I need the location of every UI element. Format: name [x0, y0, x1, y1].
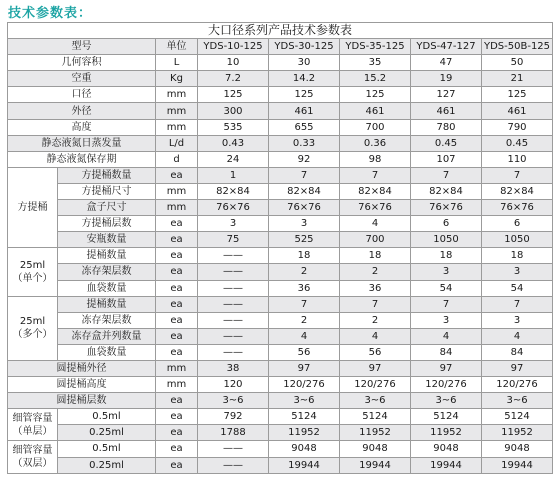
model-col-2: YDS-30-125 — [269, 39, 340, 55]
table-row — [8, 280, 553, 296]
row-value: 7.2 — [198, 71, 269, 87]
row-unit: ea — [156, 167, 198, 183]
row-value: 127 — [411, 87, 482, 103]
row-value: 120/276 — [482, 377, 553, 393]
row-value: 97 — [482, 360, 553, 376]
row-value: 38 — [198, 360, 269, 376]
row-value: 792 — [198, 409, 269, 425]
row-label: 冻存盒并列数量 — [58, 328, 156, 344]
group-label — [8, 296, 58, 360]
row-value: 97 — [411, 360, 482, 376]
row-value: 56 — [340, 344, 411, 360]
row-value: 780 — [411, 119, 482, 135]
row-value: —— — [198, 296, 269, 312]
row-value: 82×84 — [482, 183, 553, 199]
row-value: 0.43 — [198, 135, 269, 151]
row-value: 36 — [340, 280, 411, 296]
row-unit: ea — [156, 425, 198, 441]
row-unit: mm — [156, 360, 198, 376]
row-label: 静态液氮日蒸发量 — [8, 135, 156, 151]
row-value: 15.2 — [340, 71, 411, 87]
group-label — [8, 248, 58, 296]
table-row — [8, 248, 553, 264]
row-unit: d — [156, 151, 198, 167]
row-value: 18 — [411, 248, 482, 264]
row-label: 方提桶层数 — [58, 216, 156, 232]
group-label-line: （双层） — [12, 458, 53, 470]
row-unit: mm — [156, 103, 198, 119]
row-value: 19944 — [340, 457, 411, 473]
row-value: 76×76 — [482, 200, 553, 216]
row-value: 47 — [411, 55, 482, 71]
row-value: —— — [198, 248, 269, 264]
row-unit: mm — [156, 87, 198, 103]
row-value: 4 — [269, 328, 340, 344]
row-value: 125 — [198, 87, 269, 103]
row-value: 19944 — [482, 457, 553, 473]
table-row — [8, 71, 553, 87]
row-value: 5124 — [269, 409, 340, 425]
row-unit: ea — [156, 264, 198, 280]
group-label-line: 25ml — [19, 259, 46, 271]
group-label — [8, 441, 58, 473]
row-value: 84 — [411, 344, 482, 360]
row-value: 120/276 — [340, 377, 411, 393]
row-value: 18 — [482, 248, 553, 264]
row-value: 1 — [198, 167, 269, 183]
row-label: 静态液氮保存期 — [8, 151, 156, 167]
row-value: 535 — [198, 119, 269, 135]
row-value: 36 — [269, 280, 340, 296]
row-value: 700 — [340, 232, 411, 248]
row-value: 461 — [269, 103, 340, 119]
section-heading: 技术参数表： — [8, 6, 93, 21]
row-label: 圆提桶外径 — [8, 360, 156, 376]
table-row — [8, 296, 553, 312]
row-value: —— — [198, 344, 269, 360]
group-label — [8, 167, 58, 247]
group-label-line: 细管容量 — [12, 445, 53, 457]
row-label: 方提桶数量 — [58, 167, 156, 183]
table-row — [8, 328, 553, 344]
row-label: 血袋数量 — [58, 344, 156, 360]
unit-header: 单位 — [156, 39, 198, 55]
row-value: 82×84 — [269, 183, 340, 199]
row-value: 0.45 — [482, 135, 553, 151]
row-value: 56 — [269, 344, 340, 360]
row-value: 3~6 — [482, 393, 553, 409]
row-value: 82×84 — [411, 183, 482, 199]
row-label: 外径 — [8, 103, 156, 119]
row-label: 安瓶数量 — [58, 232, 156, 248]
row-value: 9048 — [340, 441, 411, 457]
row-value: 75 — [198, 232, 269, 248]
row-value: 82×84 — [340, 183, 411, 199]
row-value: 9048 — [411, 441, 482, 457]
row-value: 97 — [340, 360, 411, 376]
row-value: 4 — [411, 328, 482, 344]
row-value: 54 — [482, 280, 553, 296]
row-value: 107 — [411, 151, 482, 167]
row-value: 76×76 — [269, 200, 340, 216]
row-value: 3~6 — [198, 393, 269, 409]
row-value: 461 — [482, 103, 553, 119]
group-label-line: 细管容量 — [12, 412, 53, 424]
row-value: 98 — [340, 151, 411, 167]
row-value: 3~6 — [411, 393, 482, 409]
row-value: 655 — [269, 119, 340, 135]
row-label: 高度 — [8, 119, 156, 135]
row-value: 6 — [482, 216, 553, 232]
row-value: 1788 — [198, 425, 269, 441]
row-unit: ea — [156, 393, 198, 409]
row-value: 92 — [269, 151, 340, 167]
row-value: 461 — [411, 103, 482, 119]
table-row — [8, 425, 553, 441]
row-label: 血袋数量 — [58, 280, 156, 296]
row-label: 提桶数量 — [58, 296, 156, 312]
row-value: 0.45 — [411, 135, 482, 151]
row-value: 4 — [482, 328, 553, 344]
row-value: 50 — [482, 55, 553, 71]
row-value: 3~6 — [340, 393, 411, 409]
row-value: —— — [198, 264, 269, 280]
row-value: 21 — [482, 71, 553, 87]
model-col-3: YDS-35-125 — [340, 39, 411, 55]
table-row — [8, 264, 553, 280]
group-label-line: 方提桶 — [17, 202, 48, 214]
row-value: 125 — [340, 87, 411, 103]
row-unit: L/d — [156, 135, 198, 151]
row-value: 2 — [340, 264, 411, 280]
row-value: 7 — [482, 167, 553, 183]
row-label: 0.5ml — [58, 409, 156, 425]
row-value: 11952 — [411, 425, 482, 441]
row-value: 2 — [269, 264, 340, 280]
group-label-line: （多个） — [12, 329, 53, 341]
row-unit: mm — [156, 183, 198, 199]
row-label: 提桶数量 — [58, 248, 156, 264]
row-value: 24 — [198, 151, 269, 167]
row-value: 3 — [482, 264, 553, 280]
row-unit: mm — [156, 119, 198, 135]
row-unit: mm — [156, 377, 198, 393]
row-value: 7 — [482, 296, 553, 312]
row-value: 300 — [198, 103, 269, 119]
row-label: 0.25ml — [58, 425, 156, 441]
row-unit: ea — [156, 328, 198, 344]
row-unit: ea — [156, 296, 198, 312]
row-value: 110 — [482, 151, 553, 167]
row-label: 口径 — [8, 87, 156, 103]
row-unit: ea — [156, 280, 198, 296]
row-unit: ea — [156, 457, 198, 473]
row-value: 125 — [482, 87, 553, 103]
row-label: 0.5ml — [58, 441, 156, 457]
row-label: 冻存架层数 — [58, 264, 156, 280]
row-value: 82×84 — [198, 183, 269, 199]
row-value: 3 — [198, 216, 269, 232]
table-row — [8, 151, 553, 167]
row-value: —— — [198, 312, 269, 328]
row-unit: ea — [156, 216, 198, 232]
row-unit: ea — [156, 232, 198, 248]
table-row — [8, 200, 553, 216]
row-label: 方提桶尺寸 — [58, 183, 156, 199]
row-value: 18 — [340, 248, 411, 264]
row-value: 7 — [340, 167, 411, 183]
table-row — [8, 232, 553, 248]
row-value: 1050 — [411, 232, 482, 248]
table-row — [8, 312, 553, 328]
group-label-line: （单层） — [12, 425, 53, 437]
row-value: 2 — [269, 312, 340, 328]
row-value: 7 — [269, 296, 340, 312]
row-value: 461 — [340, 103, 411, 119]
row-unit: L — [156, 55, 198, 71]
table-row — [8, 135, 553, 151]
row-value: 35 — [340, 55, 411, 71]
row-value: 1050 — [482, 232, 553, 248]
table-row — [8, 103, 553, 119]
row-value: 790 — [482, 119, 553, 135]
row-unit: ea — [156, 344, 198, 360]
row-value: 97 — [269, 360, 340, 376]
row-value: 3 — [411, 264, 482, 280]
model-col-1: YDS-10-125 — [198, 39, 269, 55]
row-value: —— — [198, 328, 269, 344]
row-label: 圆提桶层数 — [8, 393, 156, 409]
row-unit: ea — [156, 409, 198, 425]
row-unit: ea — [156, 441, 198, 457]
row-value: 7 — [411, 296, 482, 312]
table-row — [8, 183, 553, 199]
row-value: 0.33 — [269, 135, 340, 151]
spec-table-body — [8, 23, 553, 474]
group-label-line: （单个） — [12, 272, 53, 284]
row-value: 3~6 — [269, 393, 340, 409]
row-value: —— — [198, 280, 269, 296]
row-value: 11952 — [340, 425, 411, 441]
model-col-5: YDS-50B-125 — [482, 39, 553, 55]
table-row — [8, 377, 553, 393]
row-value: 3 — [269, 216, 340, 232]
row-value: 19 — [411, 71, 482, 87]
row-value: —— — [198, 457, 269, 473]
row-value: 76×76 — [198, 200, 269, 216]
row-label: 圆提桶高度 — [8, 377, 156, 393]
row-value: 9048 — [482, 441, 553, 457]
row-value: 10 — [198, 55, 269, 71]
model-col-4: YDS-47-127 — [411, 39, 482, 55]
table-title: 大口径系列产品技术参数表 — [8, 23, 553, 39]
row-value: 11952 — [482, 425, 553, 441]
row-label: 空重 — [8, 71, 156, 87]
group-label-line: 25ml — [19, 316, 46, 328]
table-row — [8, 167, 553, 183]
row-value: 11952 — [269, 425, 340, 441]
row-label: 冻存架层数 — [58, 312, 156, 328]
spec-table — [7, 22, 553, 474]
row-value: 3 — [411, 312, 482, 328]
row-value: 525 — [269, 232, 340, 248]
header-row — [8, 39, 553, 55]
row-value: 19944 — [411, 457, 482, 473]
model-header: 型号 — [8, 39, 156, 55]
row-value: 5124 — [340, 409, 411, 425]
row-value: 9048 — [269, 441, 340, 457]
row-unit: ea — [156, 312, 198, 328]
row-value: 2 — [340, 312, 411, 328]
table-row — [8, 409, 553, 425]
row-value: 18 — [269, 248, 340, 264]
row-label: 0.25ml — [58, 457, 156, 473]
row-value: 4 — [340, 328, 411, 344]
table-row — [8, 344, 553, 360]
row-value: 3 — [482, 312, 553, 328]
row-value: 76×76 — [411, 200, 482, 216]
row-value: 120 — [198, 377, 269, 393]
table-row — [8, 457, 553, 473]
row-value: 14.2 — [269, 71, 340, 87]
row-value: 30 — [269, 55, 340, 71]
row-value: 5124 — [411, 409, 482, 425]
row-value: 84 — [482, 344, 553, 360]
table-row — [8, 393, 553, 409]
table-row — [8, 216, 553, 232]
row-value: 7 — [269, 167, 340, 183]
row-value: 76×76 — [340, 200, 411, 216]
table-row — [8, 441, 553, 457]
row-value: 120/276 — [269, 377, 340, 393]
table-row — [8, 360, 553, 376]
row-value: 125 — [269, 87, 340, 103]
row-value: —— — [198, 441, 269, 457]
group-label — [8, 409, 58, 441]
row-unit: ea — [156, 248, 198, 264]
row-value: 4 — [340, 216, 411, 232]
row-value: 700 — [340, 119, 411, 135]
row-value: 19944 — [269, 457, 340, 473]
row-value: 6 — [411, 216, 482, 232]
row-value: 7 — [411, 167, 482, 183]
row-label: 几何容积 — [8, 55, 156, 71]
row-value: 120/276 — [411, 377, 482, 393]
row-unit: mm — [156, 200, 198, 216]
row-value: 5124 — [482, 409, 553, 425]
row-value: 54 — [411, 280, 482, 296]
row-unit: Kg — [156, 71, 198, 87]
table-row — [8, 119, 553, 135]
table-row — [8, 87, 553, 103]
row-value: 0.36 — [340, 135, 411, 151]
table-row — [8, 55, 553, 71]
row-label: 盒子尺寸 — [58, 200, 156, 216]
row-value: 7 — [340, 296, 411, 312]
